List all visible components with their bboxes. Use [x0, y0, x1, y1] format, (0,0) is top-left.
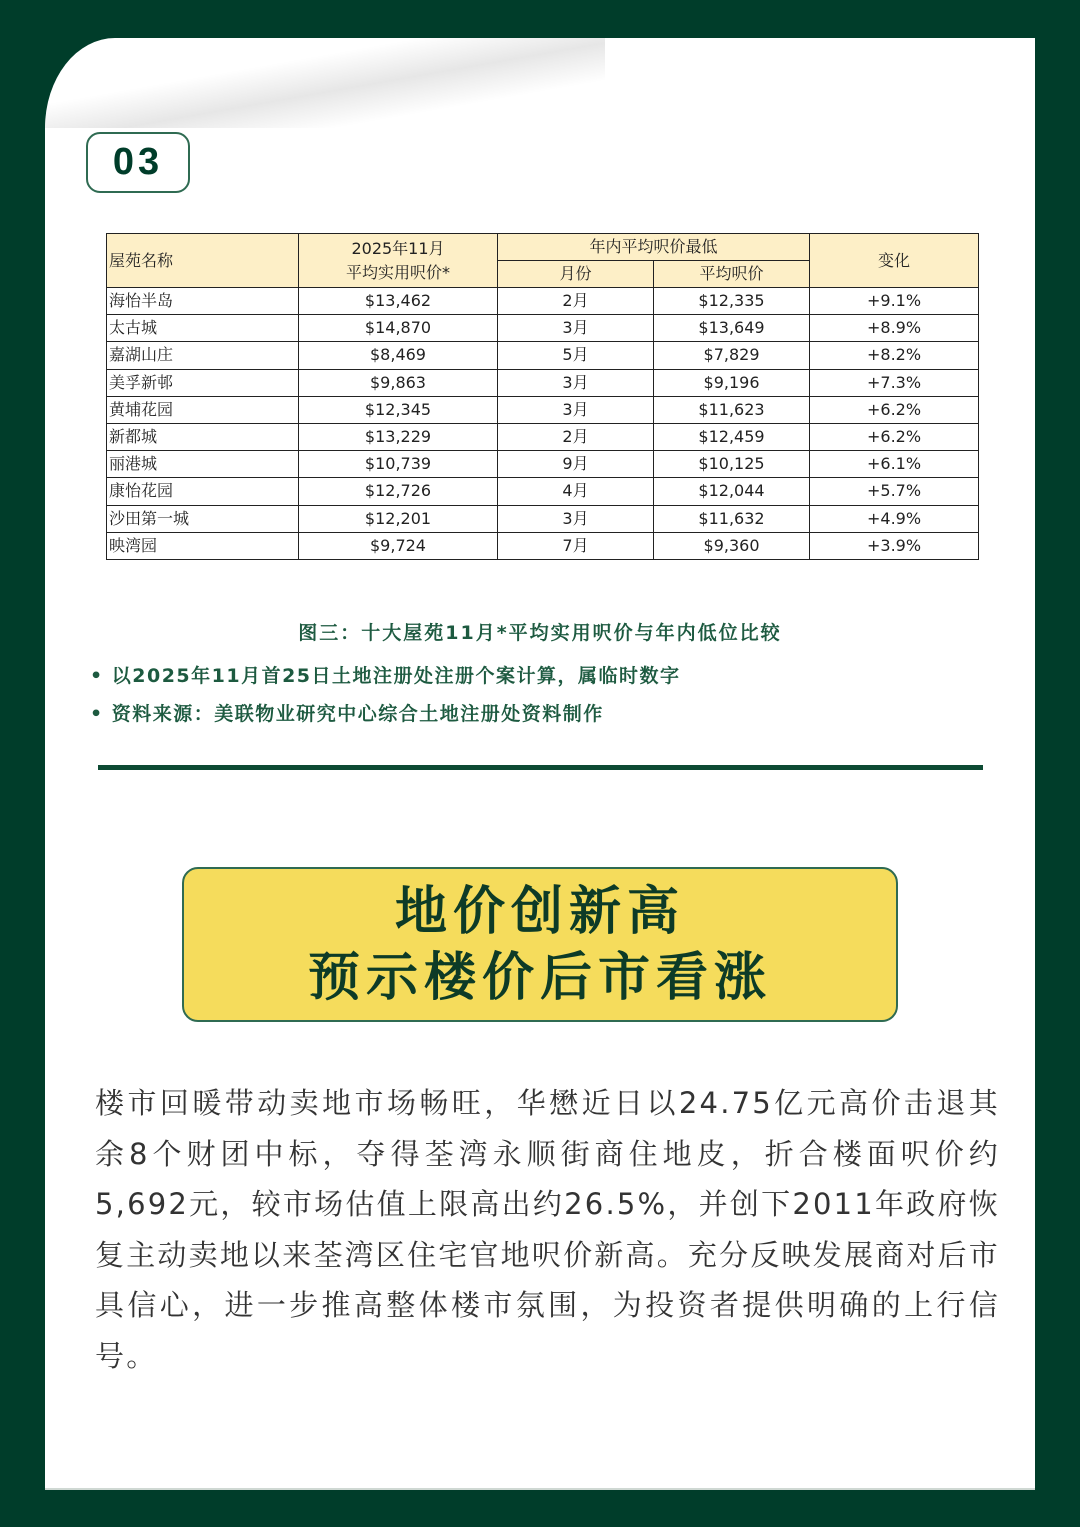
- headline-line1: 地价创新高: [394, 881, 685, 942]
- estate-name: 黄埔花园: [107, 396, 299, 423]
- low-month: 9月: [498, 451, 654, 478]
- table-row: [107, 288, 979, 315]
- table-row: [107, 369, 979, 396]
- table-row: [107, 423, 979, 450]
- table-row: [107, 451, 979, 478]
- low-price: $7,829: [654, 342, 810, 369]
- low-price: $12,044: [654, 478, 810, 505]
- low-price: $12,459: [654, 423, 810, 450]
- table-row: [107, 478, 979, 505]
- header-estate-name: 屋苑名称: [107, 234, 299, 288]
- estate-name: 嘉湖山庄: [107, 342, 299, 369]
- current-price: $9,724: [299, 532, 498, 559]
- figure-caption: 图三：十大屋苑11月*平均实用呎价与年内低位比较: [298, 622, 782, 644]
- current-price: $14,870: [299, 315, 498, 342]
- low-price: $12,335: [654, 288, 810, 315]
- change-pct: +6.2%: [810, 423, 979, 450]
- header-change: 变化: [810, 234, 979, 288]
- estate-name: 海怡半岛: [107, 288, 299, 315]
- table-row: [107, 532, 979, 559]
- low-month: 3月: [498, 315, 654, 342]
- low-price: $11,632: [654, 505, 810, 532]
- change-pct: +5.7%: [810, 478, 979, 505]
- price-comparison-table: [106, 233, 979, 560]
- low-month: 3月: [498, 505, 654, 532]
- change-pct: +8.2%: [810, 342, 979, 369]
- header-year-low-group: 年内平均呎价最低: [498, 234, 810, 261]
- change-pct: +6.1%: [810, 451, 979, 478]
- article-paragraph: 楼市回暖带动卖地市场畅旺，华懋近日以24.75亿元高价击退其余8个财团中标，夺得荃湾永顺街商住地皮，折合楼面呎价约5,692元，较市场估值上限高出约26.5%，并创下2011年政府恢复主动卖地以来荃湾区住宅官地呎价新高。充分反映发展商对后市具信心，进一步推高整体楼市氛围，为投资者提供明确的上行信号。: [95, 1086, 1000, 1373]
- low-price: $11,623: [654, 396, 810, 423]
- change-pct: +6.2%: [810, 396, 979, 423]
- current-price: $9,863: [299, 369, 498, 396]
- low-month: 5月: [498, 342, 654, 369]
- low-month: 4月: [498, 478, 654, 505]
- low-month: 2月: [498, 423, 654, 450]
- current-price: $13,229: [299, 423, 498, 450]
- low-price: $9,196: [654, 369, 810, 396]
- low-month: 7月: [498, 532, 654, 559]
- table-row: [107, 505, 979, 532]
- current-price: $13,462: [299, 288, 498, 315]
- low-price: $9,360: [654, 532, 810, 559]
- section-number-badge: 03: [86, 132, 190, 193]
- change-pct: +9.1%: [810, 288, 979, 315]
- estate-name: 沙田第一城: [107, 505, 299, 532]
- header-current-price: [299, 234, 498, 288]
- table-row: [107, 396, 979, 423]
- low-price: $10,125: [654, 451, 810, 478]
- header-low-price: 平均呎价: [654, 261, 810, 288]
- section-divider: [98, 765, 983, 770]
- table-row: [107, 315, 979, 342]
- current-price: $12,726: [299, 478, 498, 505]
- current-price: $12,201: [299, 505, 498, 532]
- estate-name: 美孚新邨: [107, 369, 299, 396]
- change-pct: +7.3%: [810, 369, 979, 396]
- low-month: 3月: [498, 396, 654, 423]
- current-price: $10,739: [299, 451, 498, 478]
- header-current-line1: 2025年11月: [351, 238, 445, 258]
- estate-name: 映湾园: [107, 532, 299, 559]
- estate-name: 新都城: [107, 423, 299, 450]
- header-low-month: 月份: [498, 261, 654, 288]
- estate-name: 太古城: [107, 315, 299, 342]
- low-price: $13,649: [654, 315, 810, 342]
- footnote-provisional: • 以2025年11月首25日土地注册处注册个案计算，属临时数字: [90, 665, 681, 687]
- footnote-source: • 资料来源：美联物业研究中心综合土地注册处资料制作: [90, 703, 604, 725]
- headline-line2: 预示楼价后市看涨: [307, 947, 772, 1008]
- low-month: 3月: [498, 369, 654, 396]
- estate-name: 康怡花园: [107, 478, 299, 505]
- header-current-line2: 平均实用呎价*: [345, 262, 450, 282]
- low-month: 2月: [498, 288, 654, 315]
- change-pct: +3.9%: [810, 532, 979, 559]
- current-price: $8,469: [299, 342, 498, 369]
- change-pct: +8.9%: [810, 315, 979, 342]
- estate-name: 丽港城: [107, 451, 299, 478]
- table-row: [107, 342, 979, 369]
- headline-banner: [182, 867, 898, 1022]
- current-price: $12,345: [299, 396, 498, 423]
- change-pct: +4.9%: [810, 505, 979, 532]
